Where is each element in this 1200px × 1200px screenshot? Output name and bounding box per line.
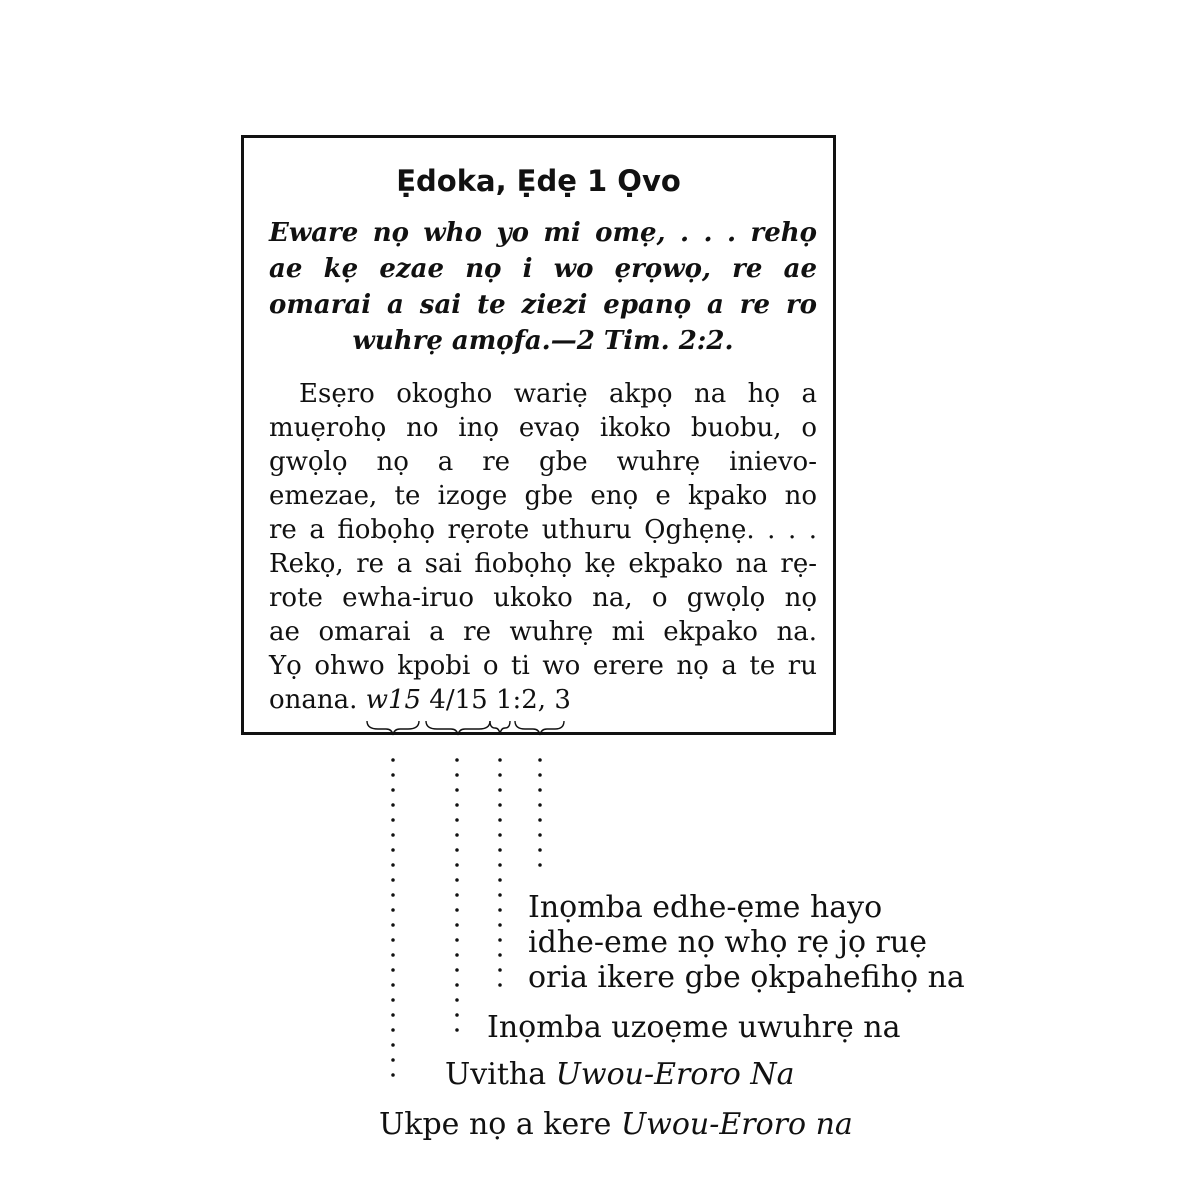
brace-paragraphs (515, 721, 564, 735)
brace-issue-date (426, 721, 490, 735)
body-line: muẹrohọ no inọ evaọ ikoko buobu, o (269, 413, 817, 443)
body-line: ae omarai a re wuhrẹ mi ekpako na. (269, 617, 817, 647)
callout-year-prefix: Ukpe nọ a kere (379, 1107, 621, 1142)
citation-page: 1: (495, 685, 522, 715)
verse-line: ae kẹ ezae nọ i wo ẹrọwọ, re ae (269, 254, 817, 284)
body-line: Esẹro okogho wariẹ akpọ na họ a (299, 379, 817, 409)
body-line: Yọ ohwo kpobi o ti wo erere nọ a te ru (269, 651, 817, 681)
verse-line: Eware nọ who yo mi omẹ, . . . rehọ (269, 218, 817, 248)
verse-line: omarai a sai te ziezi epanọ a re ro (269, 290, 817, 320)
citation-issue-date: 4/15 (429, 685, 488, 715)
citation-paragraphs: 2, 3 (521, 685, 571, 715)
body-line: emezae, te izoge gbe enọ e kpako no (269, 481, 817, 511)
body-line: re a fiobọhọ rẹrote uthuru Ọghẹnẹ. . . . (269, 515, 817, 545)
callout-page: Inọmba uzoẹme uwuhrẹ na (487, 1010, 901, 1045)
callout-paragraphs-line: Inọmba edhe-ẹme hayo (528, 890, 883, 925)
daily-text-title: Ẹdoka, Ẹdẹ 1 Ọvo (396, 164, 681, 198)
brace-page (490, 721, 510, 734)
callout-paragraphs-line: idhe-eme nọ whọ rẹ jọ ruẹ (528, 925, 927, 960)
callout-issue-title: Uwou-Eroro Na (555, 1057, 795, 1092)
body-last-text: onana. (269, 685, 358, 715)
brace-magazine (367, 721, 419, 735)
citation-magazine: w15 (365, 685, 422, 715)
callout-issue-prefix: Uvitha (445, 1057, 556, 1092)
callout-paragraphs-line: oria ikere gbe ọkpahefihọ na (528, 960, 965, 995)
callout-year-title: Uwou-Eroro na (620, 1107, 853, 1142)
body-line: rote ewha-iruo ukoko na, o gwọlọ nọ (269, 583, 817, 613)
callout-issue (445, 1057, 795, 1092)
body-line: gwọlọ nọ a re gbe wuhrẹ inievo- (269, 447, 817, 477)
body-line: Rekọ, re a sai fiobọhọ kẹ ekpako na rẹ- (269, 549, 817, 579)
verse-line: wuhrẹ amọfa.—2 Tim. 2:2. (352, 326, 734, 356)
callout-year (379, 1107, 853, 1142)
